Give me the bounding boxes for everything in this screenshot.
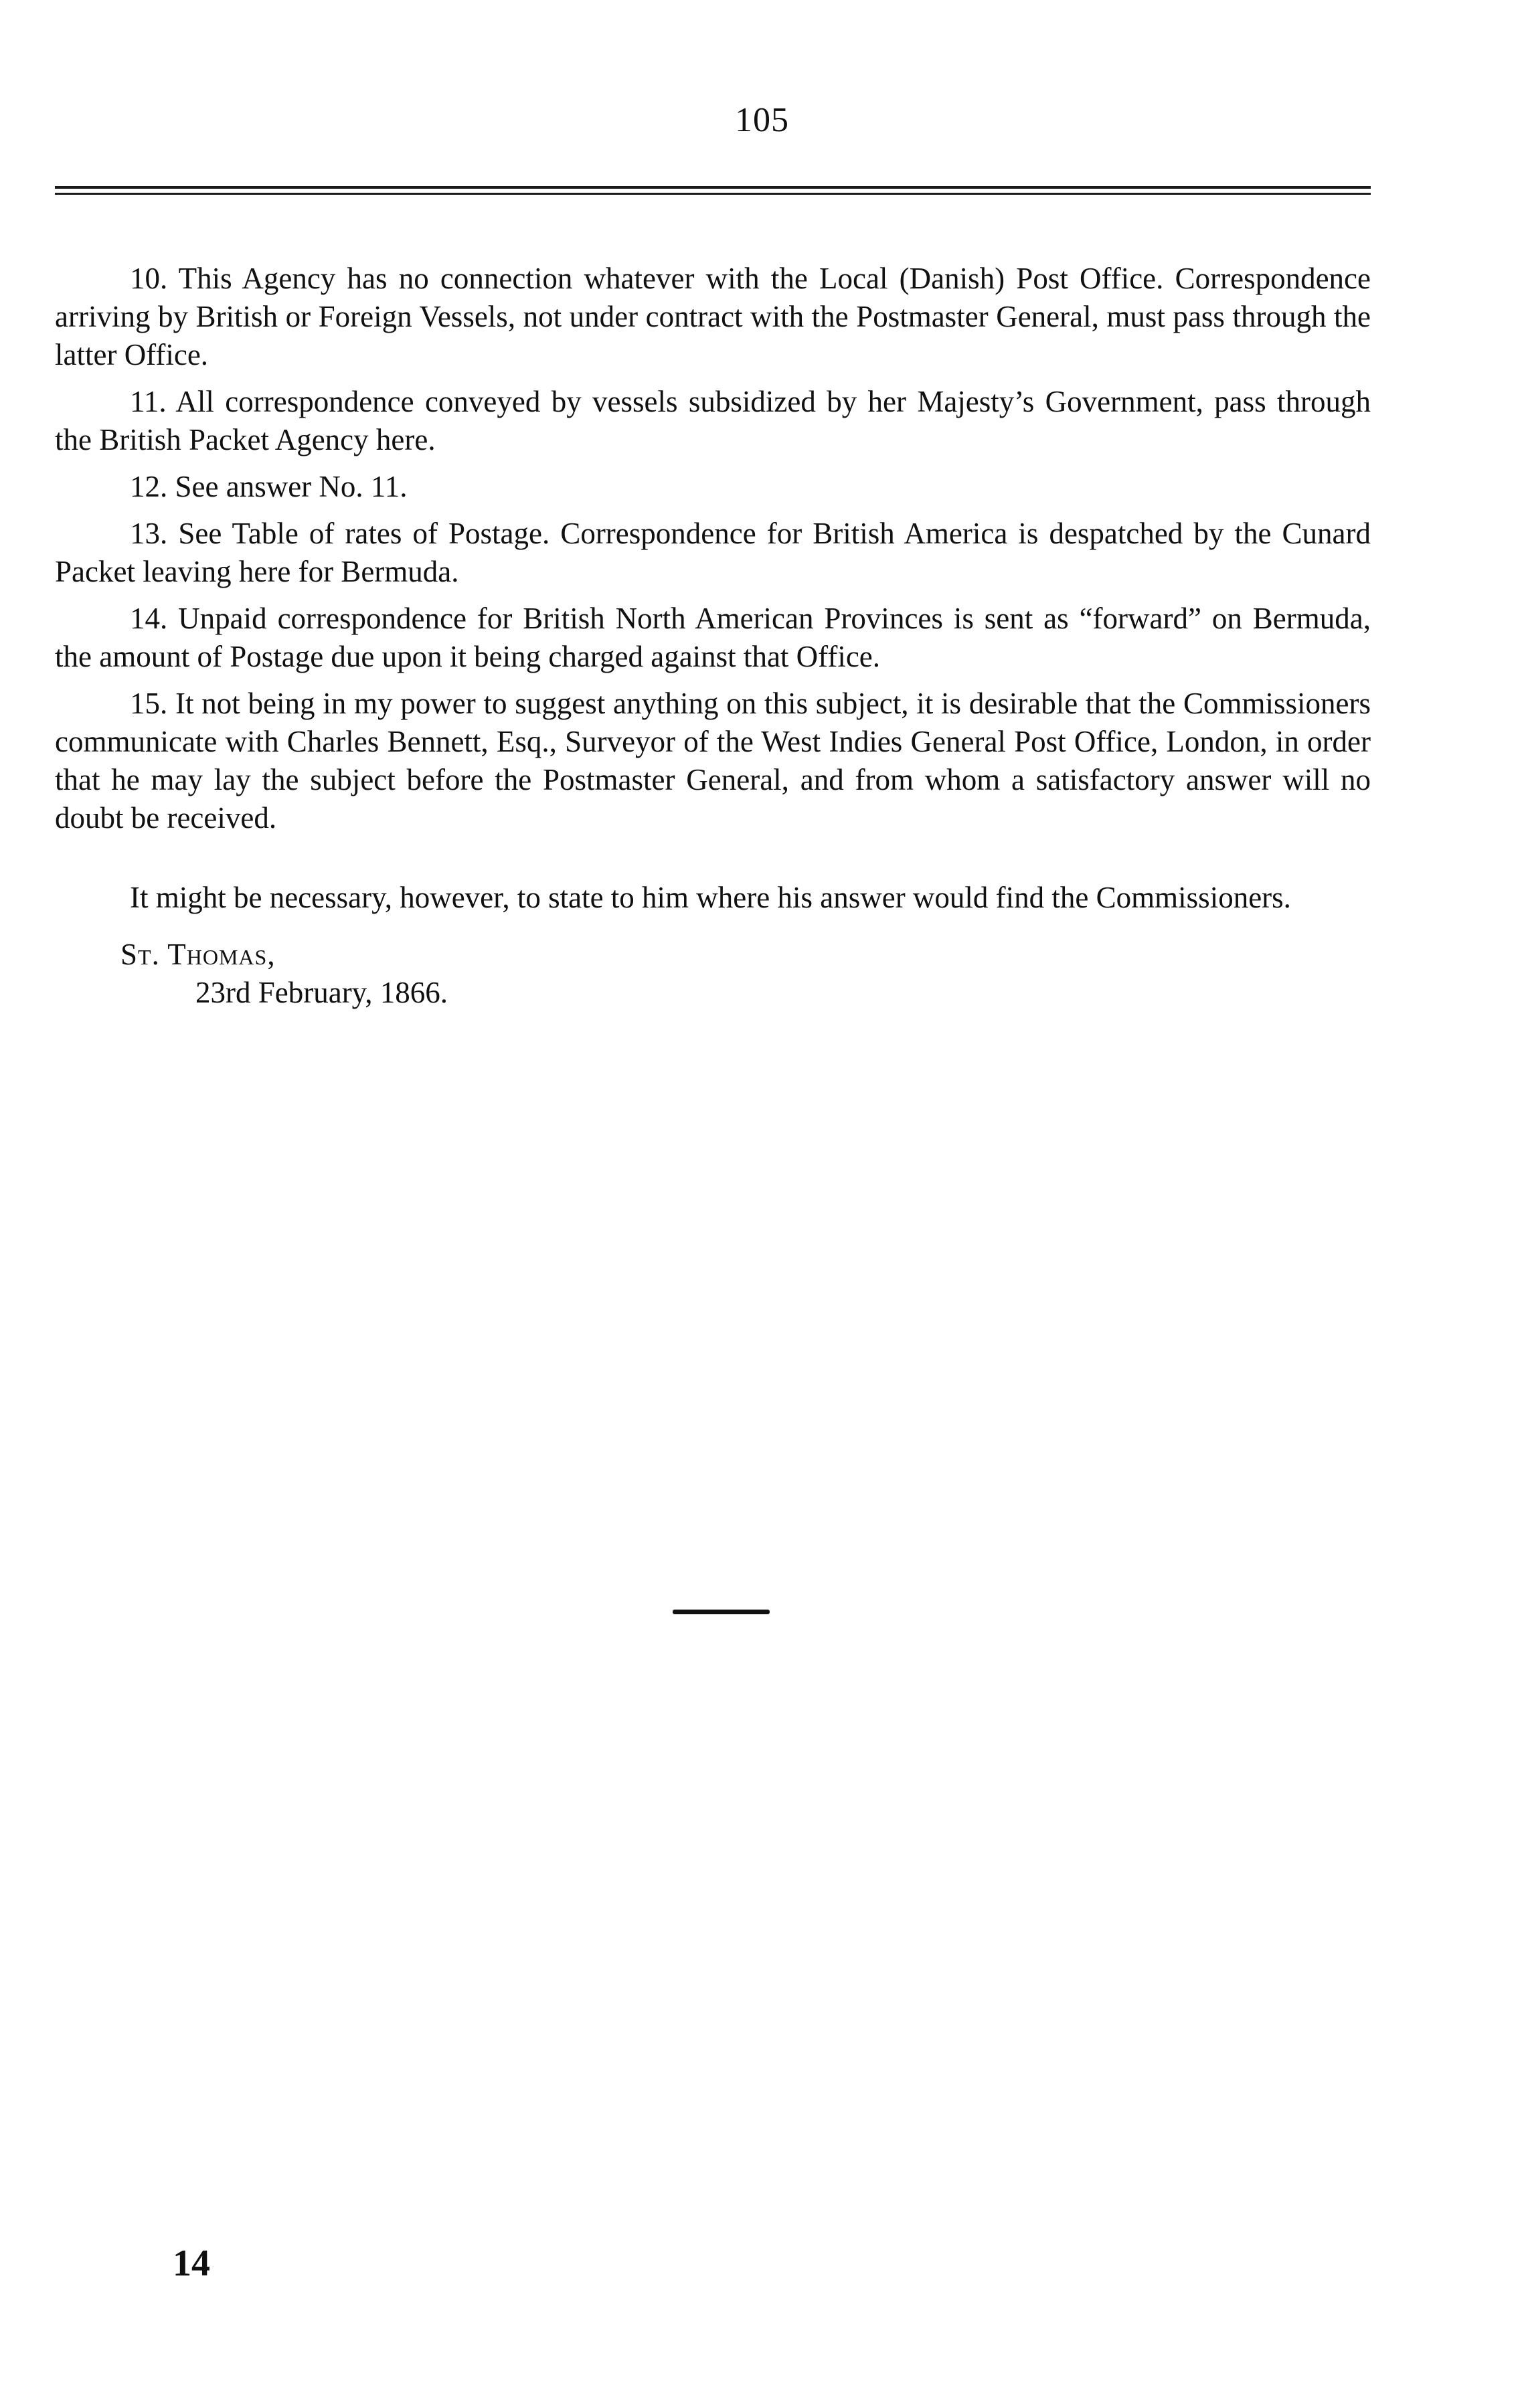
- answer-paragraph-12: 12. See answer No. 11.: [130, 470, 408, 503]
- answer-paragraph-14: 14. Unpaid correspondence for British North American Provinces is sent as “forward” on Bermuda, the amount of Postage due upon it being charged against that Office.: [55, 602, 1371, 673]
- signature-place: St. Thomas,: [120, 938, 276, 971]
- answer-paragraph-10: 10. This Agency has no connection whatever with the Local (Danish) Post Office. Correspondence arriving by British or Foreign Vessels, not under contract with the Postmaster General, must pass through the latter Office.: [55, 262, 1371, 371]
- answer-paragraph-13: 13. See Table of rates of Postage. Correspondence for British America is despatched by the Cunard Packet leaving here for Bermuda.: [55, 517, 1371, 588]
- sheet-number: 14: [173, 2243, 210, 2284]
- answers-section: [55, 260, 1371, 926]
- signature-block: [120, 936, 448, 1012]
- signature-date: 23rd February, 1866.: [195, 976, 448, 1009]
- header-rule: [55, 186, 1371, 189]
- section-divider: [673, 1610, 770, 1614]
- answer-paragraph-15: 15. It not being in my power to suggest anything on this subject, it is desirable that the Commissioners communicate with Charles Bennett, Esq., Surveyor of the West Indies General Post Office, London, in order that he may lay the subject before the Postmaster General, and from whom a satisfactory answer will no doubt be received.: [55, 687, 1371, 835]
- answer-paragraph-11: 11. All correspondence conveyed by vessels subsidized by her Majesty’s Government, pass through the British Packet Agency here.: [55, 385, 1371, 456]
- header-rule-secondary: [55, 193, 1371, 195]
- closing-paragraph: It might be necessary, however, to state to him where his answer would find the Commissioners.: [130, 881, 1291, 914]
- page-number: 105: [735, 101, 789, 139]
